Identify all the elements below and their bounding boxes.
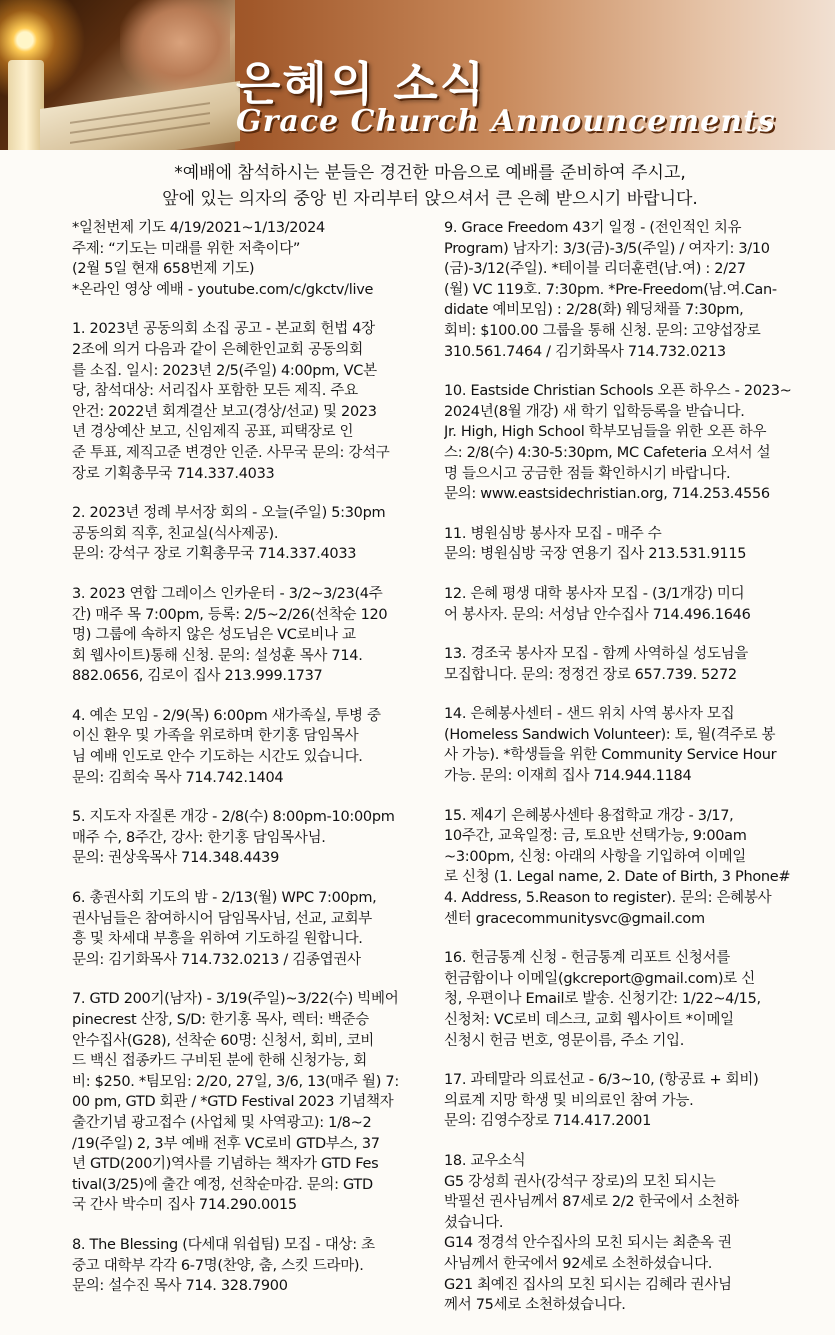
announcement-item: [72, 989, 434, 1216]
announcement-line: 12. 은혜 평생 대학 봉사자 모집 - (3/1개강) 미디: [444, 585, 745, 602]
announcement-line: G5 강성희 권사(강석구 장로)의 모친 되시는: [444, 1173, 716, 1190]
announcement-line: 사 가능). *학생들을 위한 Community Service Hour: [444, 747, 777, 764]
announcement-line: 당, 참석대상: 서리집사 포함한 모든 제직. 주요: [72, 383, 358, 400]
announcement-line: 18. 교우소식: [444, 1152, 526, 1169]
announcement-line: 께서 75세로 소천하셨습니다.: [444, 1297, 626, 1314]
announcement-item: [72, 807, 434, 869]
announcement-line: (금)-3/12(주일). *테이블 리더훈련(남.여) : 2/27: [444, 261, 746, 278]
announcement-line: 로 신청 (1. Legal name, 2. Date of Birth, 3 Phone#: [444, 869, 791, 886]
announcement-line: 13. 경조국 봉사자 모집 - 함께 사역하실 성도님을: [444, 646, 748, 663]
announcement-line: (Homeless Sandwich Volunteer): 토, 월(격주로 봉: [444, 726, 776, 743]
announcement-line: 의료계 지망 학생 및 비의료인 참여 가능.: [444, 1092, 694, 1109]
announcement-line: 공동의회 직후, 친교실(식사제공).: [72, 525, 279, 542]
announcement-line: 권사님들은 참여하시어 담임목사님, 선교, 교회부: [72, 910, 372, 927]
announcement-line: *일천번제 기도 4/19/2021~1/13/2024: [72, 220, 325, 236]
announcement-item: [72, 706, 434, 788]
announcement-line: 를 소집. 일시: 2023년 2/5(주일) 4:00pm, VC본: [72, 362, 377, 379]
announcement-line: 16. 헌금통계 신청 - 헌금통계 리포트 신청서를: [444, 950, 730, 967]
announcement-line: 00 pm, GTD 회관 / *GTD Festival 2023 기념책자: [72, 1094, 394, 1111]
announcement-line: 문의: 김희숙 목사 714.742.1404: [72, 769, 284, 786]
announcement-line: 5. 지도자 자질론 개강 - 2/8(수) 8:00pm-10:00pm: [72, 809, 395, 826]
announcement-line: *온라인 영상 예배 - youtube.com/c/gkctv/live: [72, 281, 374, 298]
announcement-line: 안수집사(G28), 선착순 60명: 신청서, 회비, 코비: [72, 1032, 375, 1049]
announcement-item: [72, 503, 434, 565]
announcement-line: 4. 예손 모임 - 2/9(목) 6:00pm 새가족실, 투병 중: [72, 707, 381, 724]
announcement-item: [72, 319, 434, 484]
announcement-line: 신청처: VC로비 데스크, 교회 웹사이트 *이메일: [444, 1012, 734, 1028]
announcement-item: [72, 1235, 434, 1297]
announcement-line: (2월 5일 현재 658번제 기도): [72, 261, 255, 278]
announcement-line: 년 GTD(200기)역사를 기념하는 책자가 GTD Fes: [72, 1156, 379, 1173]
announcement-line: (월) VC 119호. 7:30pm. *Pre-Freedom(남.여.Can-: [444, 281, 777, 298]
announcement-line: 신청시 헌금 번호, 영문이름, 주소 기입.: [444, 1032, 685, 1049]
announcement-line: 14. 은혜봉사센터 - 샌드 위치 사역 봉사자 모집: [444, 706, 735, 723]
announcement-line: 모집합니다. 문의: 정정건 장로 657.739. 5272: [444, 666, 737, 683]
announcement-line: 15. 제4기 은혜봉사센타 용접학교 개강 - 3/17,: [444, 807, 734, 824]
announcement-line: 드 백신 접종카드 구비된 분에 한해 신청가능, 회: [72, 1053, 367, 1070]
praying-hands-image: [120, 0, 230, 95]
announcement-item: [72, 218, 434, 300]
announcement-line: 문의: 설수진 목사 714. 328.7900: [72, 1278, 288, 1295]
worship-notice: [60, 160, 800, 212]
announcement-line: 중고 대학부 각각 6-7명(찬양, 춤, 스킷 드라마).: [72, 1257, 364, 1274]
page-subtitle: Grace Church Announcements: [236, 104, 776, 139]
announcement-line: 882.0656, 김로이 집사 213.999.1737: [72, 668, 323, 685]
announcement-line: 준 투표, 제직고준 변경안 인준. 사무국 문의: 강석구: [72, 444, 390, 461]
announcement-line: 문의: 강석구 장로 기획총무국 714.337.4033: [72, 546, 357, 563]
announcement-line: 1. 2023년 공동의회 소집 공고 - 본교회 헌법 4장: [72, 321, 375, 338]
announcement-line: 문의: 김영수장로 714.417.2001: [444, 1113, 652, 1130]
announcement-item: [444, 1070, 806, 1132]
announcement-item: [444, 524, 806, 565]
announcement-line: 가능. 문의: 이재희 집사 714.944.1184: [444, 768, 692, 785]
announcement-line: 어 봉사자. 문의: 서성남 안수집사 714.496.1646: [444, 606, 751, 623]
announcement-line: 간) 매주 목 7:00pm, 등록: 2/5~2/26(선착순 120: [72, 606, 388, 623]
announcement-line: 문의: 권상욱목사 714.348.4439: [72, 850, 280, 867]
announcement-line: 년 경상예산 보고, 신임제직 공표, 피택장로 인: [72, 424, 354, 441]
announcement-line: ~3:00pm, 신청: 아래의 사항을 기입하여 이메일: [444, 848, 746, 865]
candle-icon: [8, 60, 44, 150]
announcement-line: 출간기념 광고접수 (사업체 및 사역광고): 1/8~2: [72, 1114, 372, 1131]
announcement-item: [72, 584, 434, 687]
announcement-line: 장로 기획총무국 714.337.4033: [72, 465, 275, 482]
announcement-line: 8. The Blessing (다세대 워쉽팀) 모집 - 대상: 초: [72, 1236, 375, 1253]
left-column: [72, 218, 434, 1316]
announcement-line: Program) 남자기: 3/3(금)-3/5(주일) / 여자기: 3/10: [444, 240, 770, 257]
announcement-line: 안건: 2022년 회계결산 보고(경상/선교) 및 2023: [72, 403, 377, 420]
announcement-item: [444, 704, 806, 786]
announcement-line: 이신 환우 및 가족을 위로하며 한기홍 담임목사: [72, 728, 359, 745]
announcement-line: 사님께서 한국에서 92세로 소천하셨습니다.: [444, 1255, 713, 1272]
announcement-line: 11. 병원심방 봉사자 모집 - 매주 수: [444, 525, 662, 542]
announcement-item: [444, 1151, 806, 1316]
announcement-line: pinecrest 산장, S/D: 한기홍 목사, 렉터: 백준승: [72, 1012, 369, 1028]
announcement-line: 6. 총권사회 기도의 밤 - 2/13(월) WPC 7:00pm,: [72, 890, 377, 907]
announcement-line: 매주 수, 8주간, 강사: 한기홍 담임목사님.: [72, 829, 326, 846]
announcement-line: 10. Eastside Christian Schools 오픈 하우스 - 2023~: [444, 383, 792, 400]
announcement-line: 7. GTD 200기(남자) - 3/19(주일)~3/22(수) 빅베어: [72, 991, 399, 1008]
announcement-line: 회 웹사이트)통해 신청. 문의: 설성훈 목사 714.: [72, 647, 363, 664]
announcement-line: 박필선 권사님께서 87세로 2/2 한국에서 소천하: [444, 1194, 739, 1211]
announcement-line: 님 예배 인도로 안수 기도하는 시간도 있습니다.: [72, 749, 363, 766]
announcement-line: Jr. High, High School 학부모님들을 위한 오픈 하우: [444, 424, 767, 441]
announcement-line: 회비: $100.00 그룹을 통해 신청. 문의: 고양섭장로: [444, 322, 761, 339]
announcement-line: 문의: 병원심방 국장 연용기 집사 213.531.9115: [444, 546, 747, 563]
announcement-line: 센터 gracecommunitysvc@gmail.com: [444, 910, 705, 927]
announcement-line: 2024년(8월 개강) 새 학기 입학등록을 받습니다.: [444, 403, 745, 420]
header-banner: [0, 0, 835, 150]
announcement-line: tival(3/25)에 출간 예정, 선착순마감. 문의: GTD: [72, 1176, 373, 1193]
announcement-line: 셨습니다.: [444, 1214, 504, 1231]
announcement-line: 10주간, 교육일정: 금, 토요반 선택가능, 9:00am: [444, 828, 747, 845]
announcement-line: 문의: 김기화목사 714.732.0213 / 김종엽권사: [72, 951, 361, 968]
announcement-line: /19(주일) 2, 3부 예배 전후 VC로비 GTD부스, 37: [72, 1135, 380, 1152]
announcement-item: [444, 381, 806, 505]
announcement-item: [444, 644, 806, 685]
announcement-line: 스: 2/8(수) 4:30-5:30pm, MC Cafeteria 오셔서 설: [444, 444, 771, 461]
announcement-line: 9. Grace Freedom 43기 일정 - (전인적인 치유: [444, 220, 742, 236]
announcement-item: [444, 584, 806, 625]
announcement-line: 명) 그룹에 속하지 않은 성도님은 VC로비나 교: [72, 627, 356, 644]
announcement-line: 17. 과테말라 의료선교 - 6/3~10, (항공료 + 회비): [444, 1072, 759, 1089]
announcement-line: 310.561.7464 / 김기화목사 714.732.0213: [444, 343, 726, 360]
announcement-line: 2. 2023년 정례 부서장 회의 - 오늘(주일) 5:30pm: [72, 505, 386, 522]
announcement-item: [444, 948, 806, 1051]
page-title: 은혜의 소식: [236, 57, 487, 111]
announcement-line: 국 간사 박수미 집사 714.290.0015: [72, 1197, 297, 1214]
announcement-item: [444, 218, 806, 362]
announcement-line: 4. Address, 5.Reason to register). 문의: 은혜봉사: [444, 890, 772, 907]
announcement-line: 헌금함이나 이메일(gkcreport@gmail.com)로 신: [444, 970, 755, 987]
announcement-line: 주제: “기도는 미래를 위한 저축이다”: [72, 240, 301, 257]
announcement-line: G21 최예진 집사의 모친 되시는 김혜라 권사님: [444, 1276, 732, 1293]
announcement-line: 명 들으시고 궁금한 점들 확인하시기 바랍니다.: [444, 465, 731, 482]
announcement-line: 문의: www.eastsidechristian.org, 714.253.4556: [444, 486, 770, 503]
announcement-item: [72, 888, 434, 970]
announcement-line: 흥 및 차세대 부흥을 위하여 기도하길 원합니다.: [72, 931, 363, 948]
announcement-line: G14 정경석 안수집사의 모친 되시는 최춘옥 권: [444, 1235, 732, 1252]
candle-bible-photo: [0, 0, 235, 150]
announcement-line: 2조에 의거 다음과 같이 은혜한인교회 공동의회: [72, 341, 363, 358]
announcement-line: didate 예비모임) : 2/28(화) 웨딩채플 7:30pm,: [444, 302, 744, 319]
notice-line: 앞에 있는 의자의 중앙 빈 자리부터 앉으셔서 큰 은혜 받으시기 바랍니다.: [162, 189, 698, 209]
announcement-line: 3. 2023 연합 그레이스 인카운터 - 3/2~3/23(4주: [72, 585, 383, 602]
right-column: [444, 218, 806, 1335]
announcement-line: 청, 우편이나 Email로 발송. 신청기간: 1/22~4/15,: [444, 991, 761, 1008]
notice-line: *예배에 참석하시는 분들은 경건한 마음으로 예배를 준비하여 주시고,: [174, 163, 686, 183]
announcement-line: 비: $250. *팀모임: 2/20, 27일, 3/6, 13(매주 월) 7:: [72, 1073, 399, 1090]
announcement-item: [444, 806, 806, 930]
